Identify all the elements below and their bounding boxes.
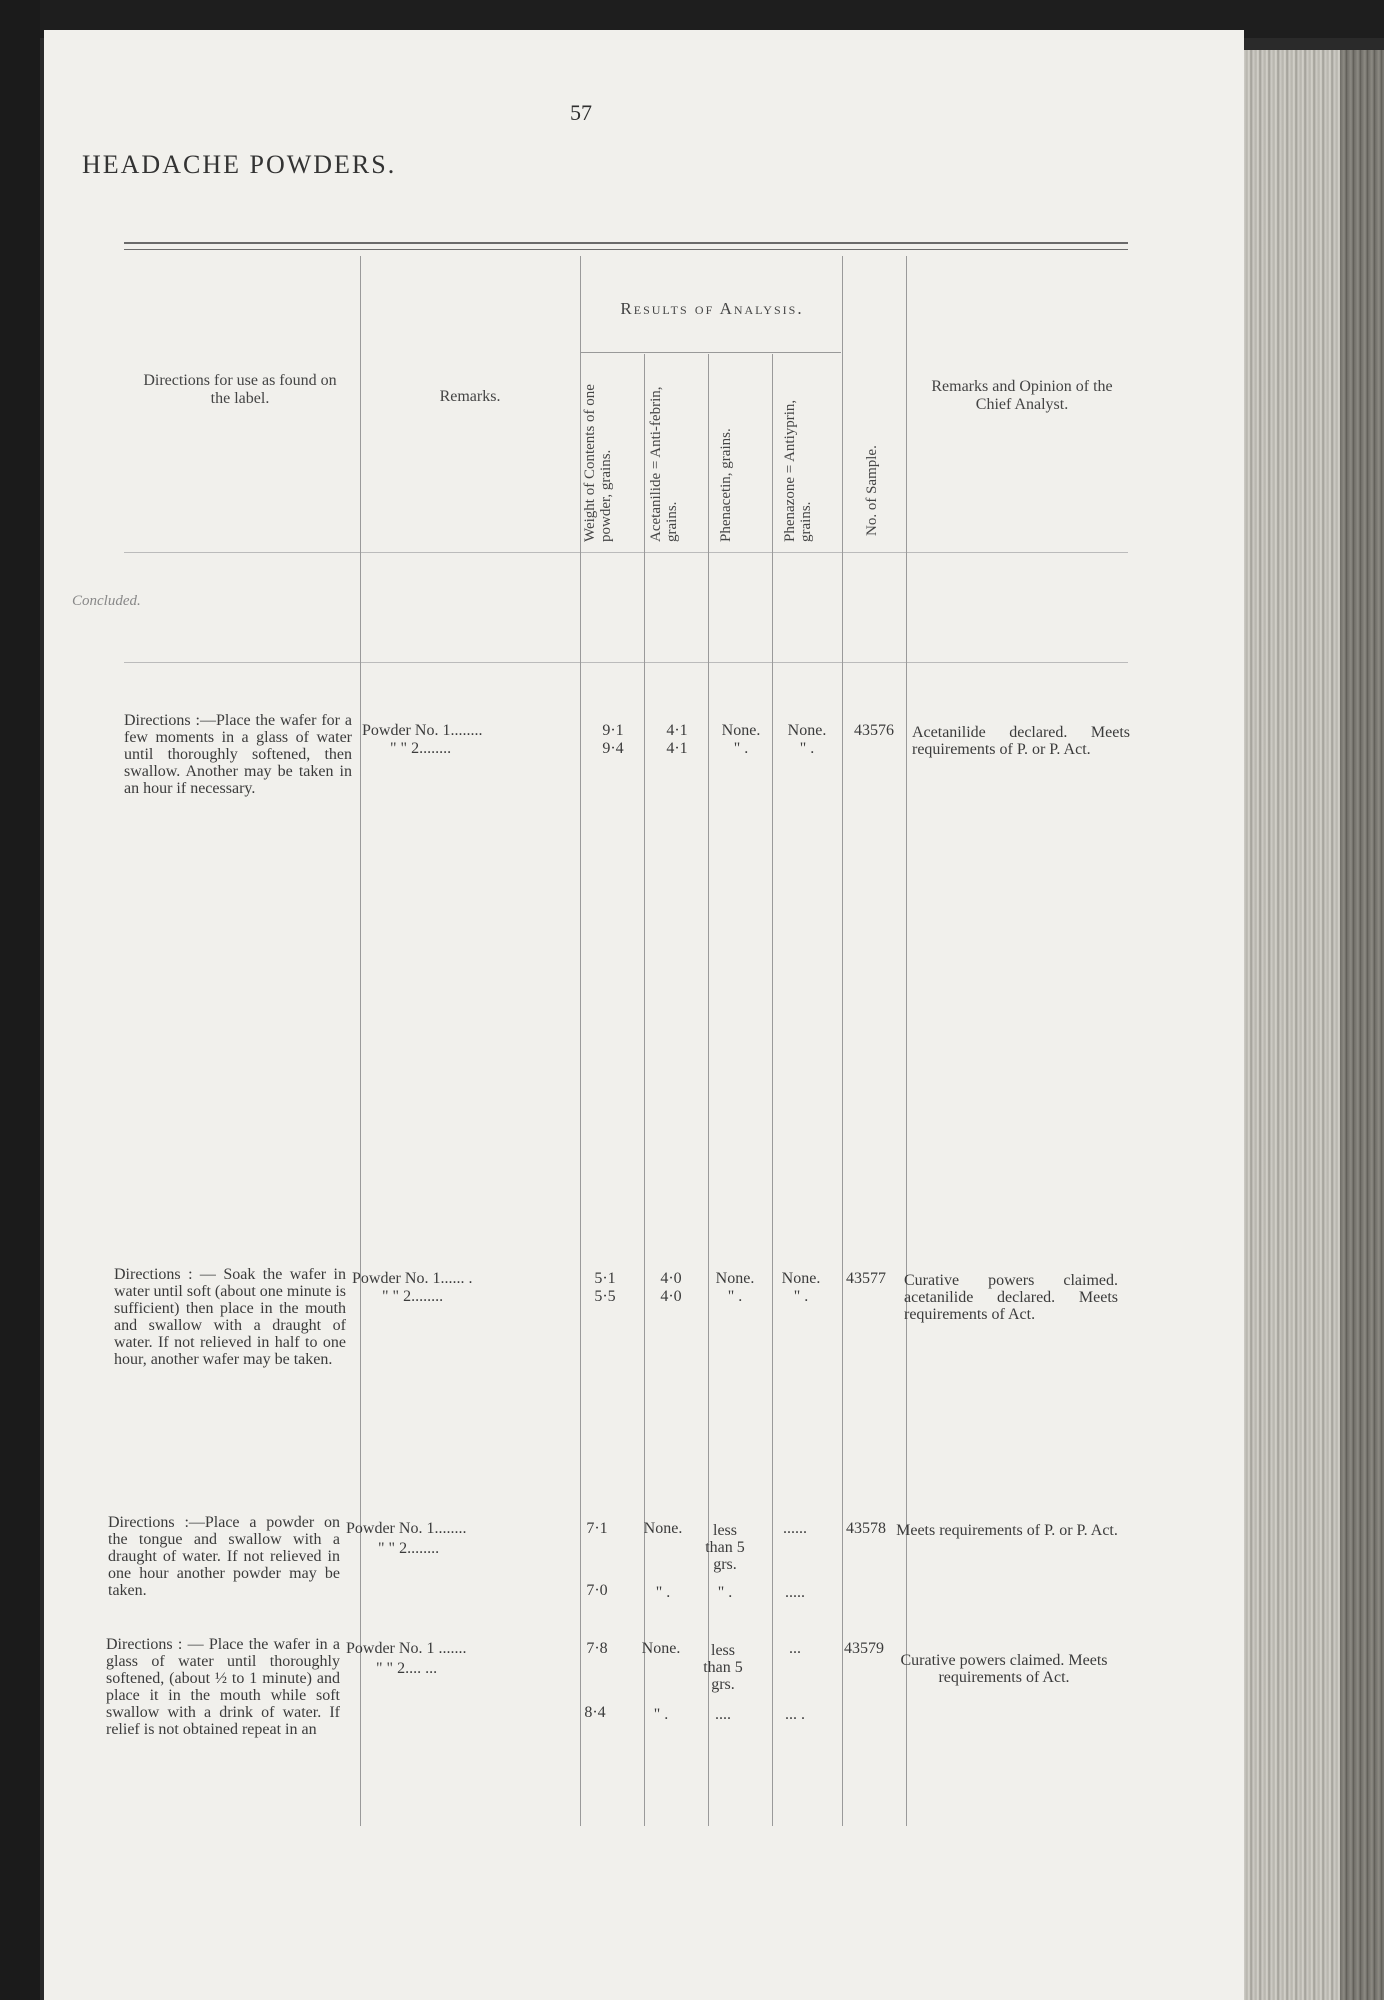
row3-weight-1: 7·1: [586, 1520, 608, 1537]
row4-directions: Directions : — Place the wafer in a glass of water until thoroughly softened, (about ½ to 1 minute) and place it in the mouth while soft swallow with a drink of water. If relief is not obtained repeat in an: [106, 1636, 340, 1738]
header-phenacetin: Phenacetin, grains.: [718, 428, 734, 542]
header-top-rule-2: [124, 249, 1128, 250]
row3-sample-no: 43578: [846, 1520, 886, 1537]
row1-remarks-1: Powder No. 1........: [362, 722, 483, 739]
row2-weight-2: 5·5: [594, 1288, 616, 1305]
row1-phenacetin-2: " .: [733, 740, 749, 757]
header-sample-no: No. of Sample.: [864, 445, 880, 536]
col-divider-5: [772, 354, 773, 1826]
row4-sample-no: 43579: [844, 1640, 884, 1657]
row3-weight-2: 7·0: [586, 1582, 608, 1599]
book-spine-edge: [1340, 50, 1384, 2000]
header-results-of-analysis: Results of Analysis.: [620, 299, 804, 318]
row3-opinion: Meets requirements of P. or P. Act.: [896, 1522, 1118, 1539]
row1-phenazone-2: " .: [799, 740, 815, 757]
header-phenazone: Phenazone = Antiyprin, grains.: [782, 399, 814, 542]
row2-phenazone-2: " .: [793, 1288, 809, 1305]
row4-opinion: Curative powers claimed. Meets requirements of Act.: [900, 1652, 1108, 1686]
row4-phenacetin-1: less than 5 grs.: [703, 1642, 743, 1693]
row1-remarks-2: " " 2........: [390, 740, 452, 757]
header-remarks: Remarks.: [439, 388, 501, 405]
row3-acetanilide-2: " .: [655, 1584, 671, 1601]
row3-remarks-1: Powder No. 1........: [346, 1520, 467, 1537]
row1-directions: Directions :—Place the wafer for a few moments in a glass of water until thoroughly softened, then swallow. Another may be taken in an hour if necessary.: [124, 712, 352, 797]
row2-sample-no: 43577: [846, 1270, 886, 1287]
row1-sample-no: 43576: [854, 722, 894, 739]
row4-remarks-2: " " 2.... ...: [376, 1660, 438, 1677]
row4-weight-2: 8·4: [584, 1704, 606, 1721]
row4-phenazone-1: ...: [789, 1640, 801, 1657]
row1-acetanilide-2: 4·1: [666, 740, 688, 757]
row1-acetanilide-1: 4·1: [666, 722, 688, 739]
row4-weight-1: 7·8: [586, 1640, 608, 1657]
col-divider-7: [906, 256, 907, 1826]
row3-remarks-2: " " 2........: [378, 1540, 440, 1557]
row2-phenacetin-2: " .: [727, 1288, 743, 1305]
row2-phenazone-1: None.: [781, 1270, 821, 1287]
row4-phenazone-2: ... .: [785, 1706, 805, 1723]
row3-directions: Directions :—Place a powder on the tongue and swallow with a draught of water. If not relieved in one hour another powder may be taken.: [108, 1514, 340, 1599]
row3-acetanilide-1: None.: [643, 1520, 683, 1537]
row3-phenacetin-1: less than 5 grs.: [705, 1522, 745, 1573]
col-divider-3: [644, 354, 645, 1826]
row2-directions: Directions : — Soak the wafer in water until soft (about one minute is sufficient) then place in the mouth and swallow with a draught of water. If not relieved in half to one hour, another wafer may be taken.: [114, 1266, 346, 1368]
row3-phenacetin-2: " .: [717, 1584, 733, 1601]
row4-acetanilide-2: " .: [653, 1706, 669, 1723]
row3-phenazone-1: ......: [783, 1520, 807, 1537]
row2-remarks-2: " " 2........: [382, 1288, 444, 1305]
col-divider-4: [708, 354, 709, 1826]
header-opinion: Remarks and Opinion of the Chief Analyst.: [931, 378, 1113, 413]
row2-acetanilide-1: 4·0: [660, 1270, 682, 1287]
continuation-note: Concluded.: [72, 593, 141, 609]
row2-opinion: Curative powers claimed. acetanilide declared. Meets requirements of Act.: [904, 1272, 1118, 1323]
row4-remarks-1: Powder No. 1 .......: [346, 1640, 467, 1657]
page-title: HEADACHE POWDERS.: [82, 150, 397, 179]
row2-remarks-1: Powder No. 1...... .: [352, 1270, 473, 1287]
col-divider-6: [842, 256, 843, 1826]
row3-phenazone-2: .....: [785, 1584, 805, 1601]
header-acetanilide: Acetanilide = Anti-febrin, grains.: [648, 386, 680, 542]
row1-phenazone-1: None.: [787, 722, 827, 739]
col-divider-1: [360, 256, 361, 1826]
row1-weight-1: 9·1: [602, 722, 624, 739]
page-number: 57: [570, 100, 592, 125]
row2-acetanilide-2: 4·0: [660, 1288, 682, 1305]
row4-phenacetin-2: ....: [715, 1706, 731, 1723]
section-rule: [124, 662, 1128, 663]
header-bottom-rule: [124, 552, 1128, 553]
results-group-rule: [581, 352, 841, 353]
row2-weight-1: 5·1: [594, 1270, 616, 1287]
row2-phenacetin-1: None.: [715, 1270, 755, 1287]
header-top-rule: [124, 242, 1128, 244]
row1-opinion: Acetanilide declared. Meets requirements of P. or P. Act.: [912, 724, 1130, 758]
header-weight: Weight of Contents of one powder, grains.: [582, 384, 614, 542]
header-directions: Directions for use as found on the label.: [143, 372, 337, 407]
row4-acetanilide-1: None.: [641, 1640, 681, 1657]
row1-weight-2: 9·4: [602, 740, 624, 757]
scan-left-edge: [0, 0, 40, 2000]
row1-phenacetin-1: None.: [721, 722, 761, 739]
